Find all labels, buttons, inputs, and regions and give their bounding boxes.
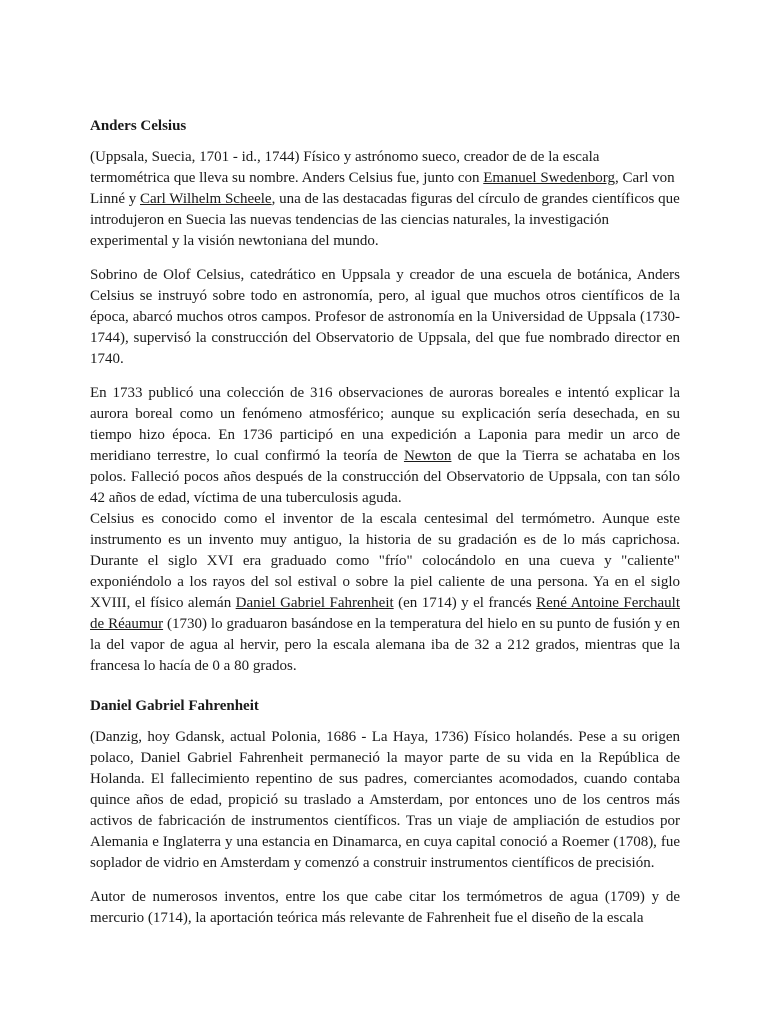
text-span: Celsius es conocido como el inventor de la escala centesimal del termómetro. Aunque este instrumento es un invento muy antiguo, la historia de su gradación es de lo más caprichosa. Durante el siglo XVI era graduado como "frío" colocándolo en una cueva y "caliente" exponiéndolo a los rayos del sol estival o sobre la piel caliente de una persona. Ya en el siglo XVIII, el físico alemán xyxy=(90,511,680,611)
document-page xyxy=(90,116,680,942)
text-span: , una de las destacadas figuras del círculo de grandes científicos que introdujeron en Suecia las nuevas tendencias de las ciencias naturales, la investigación experimental y la visión newtoniana del mundo. xyxy=(90,191,680,249)
section-title-celsius: Anders Celsius xyxy=(90,118,187,134)
link-daniel-gabriel-fahrenheit[interactable]: Daniel Gabriel Fahrenheit xyxy=(235,595,394,611)
link-rene-antoine-ferchault-de-reaumur[interactable]: René Antoine Ferchault de Réaumur xyxy=(90,595,681,632)
paragraph-celsius-career: Sobrino de Olof Celsius, catedrático en Uppsala y creador de una escuela de botánica, Anders Celsius se instruyó sobre todo en astronomía, pero, al igual que muchos otros científicos de la época, abarcó muchos otros campos. Profesor de astronomía en la Universidad de Uppsala (1730-1744), supervisó la construcción del Observatorio de Uppsala, del que fue nombrado director en 1740. xyxy=(90,267,680,367)
text-span: (1730) lo graduaron basándose en la temperatura del hielo en su punto de fusión y en la del vapor de agua al hervir, pero la escala alemana iba de 32 a 212 grados, mientras que la francesa lo hacía de 0 a 80 grados. xyxy=(90,616,681,674)
link-newton[interactable]: Newton xyxy=(403,448,452,464)
link-emanuel-swedenborg[interactable]: Emanuel Swedenborg xyxy=(483,170,616,186)
text-span: , Carl von Linné y xyxy=(90,170,675,207)
paragraph-fahrenheit-inventions: Autor de numerosos inventos, entre los que cabe citar los termómetros de agua (1709) y de mercurio (1714), la aportación teórica más relevante de Fahrenheit fue el diseño de la escala xyxy=(90,889,680,926)
link-carl-wilhelm-scheele[interactable]: Carl Wilhelm Scheele xyxy=(140,191,272,207)
text-span: En 1733 publicó una colección de 316 observaciones de auroras boreales e intentó explicar la aurora boreal como un fenómeno atmosférico; aunque su explicación sería desechada, en su tiempo hizo época. En 1736 participó en una expedición a Laponia para medir un arco de meridiano terrestre, lo cual confirmó la teoría de xyxy=(90,385,680,464)
section-title-fahrenheit: Daniel Gabriel Fahrenheit xyxy=(90,698,259,714)
text-span: de que la Tierra se achataba en los polos. Falleció pocos años después de la construcción del Observatorio de Uppsala, con tan sólo 42 años de edad, víctima de una tuberculosis aguda. xyxy=(90,448,680,506)
text-span: (Uppsala, Suecia, 1701 - id., 1744) Físico y astrónomo sueco, creador de de la escala termométrica que lleva su nombre. Anders Celsius fue, junto con xyxy=(90,149,600,186)
paragraph-celsius-intro xyxy=(90,147,680,252)
paragraph-celsius-thermometer xyxy=(90,509,680,677)
paragraph-fahrenheit-biography: (Danzig, hoy Gdansk, actual Polonia, 1686 - La Haya, 1736) Físico holandés. Pese a su origen polaco, Daniel Gabriel Fahrenheit permaneció la mayor parte de su vida en la República de Holanda. El fallecimiento repentino de sus padres, comerciantes acomodados, cuando contaba quince años de edad, propició su traslado a Amsterdam, por entonces uno de los centros más activos de fabricación de instrumentos científicos. Tras un viaje de ampliación de estudios por Alemania e Inglaterra y una estancia en Dinamarca, en cuya capital conoció a Roemer (1708), fue soplador de vidrio en Amsterdam y comenzó a construir instrumentos científicos de precisión. xyxy=(90,729,680,871)
text-span: (en 1714) y el francés xyxy=(393,595,537,611)
paragraph-celsius-auroras xyxy=(90,383,680,509)
